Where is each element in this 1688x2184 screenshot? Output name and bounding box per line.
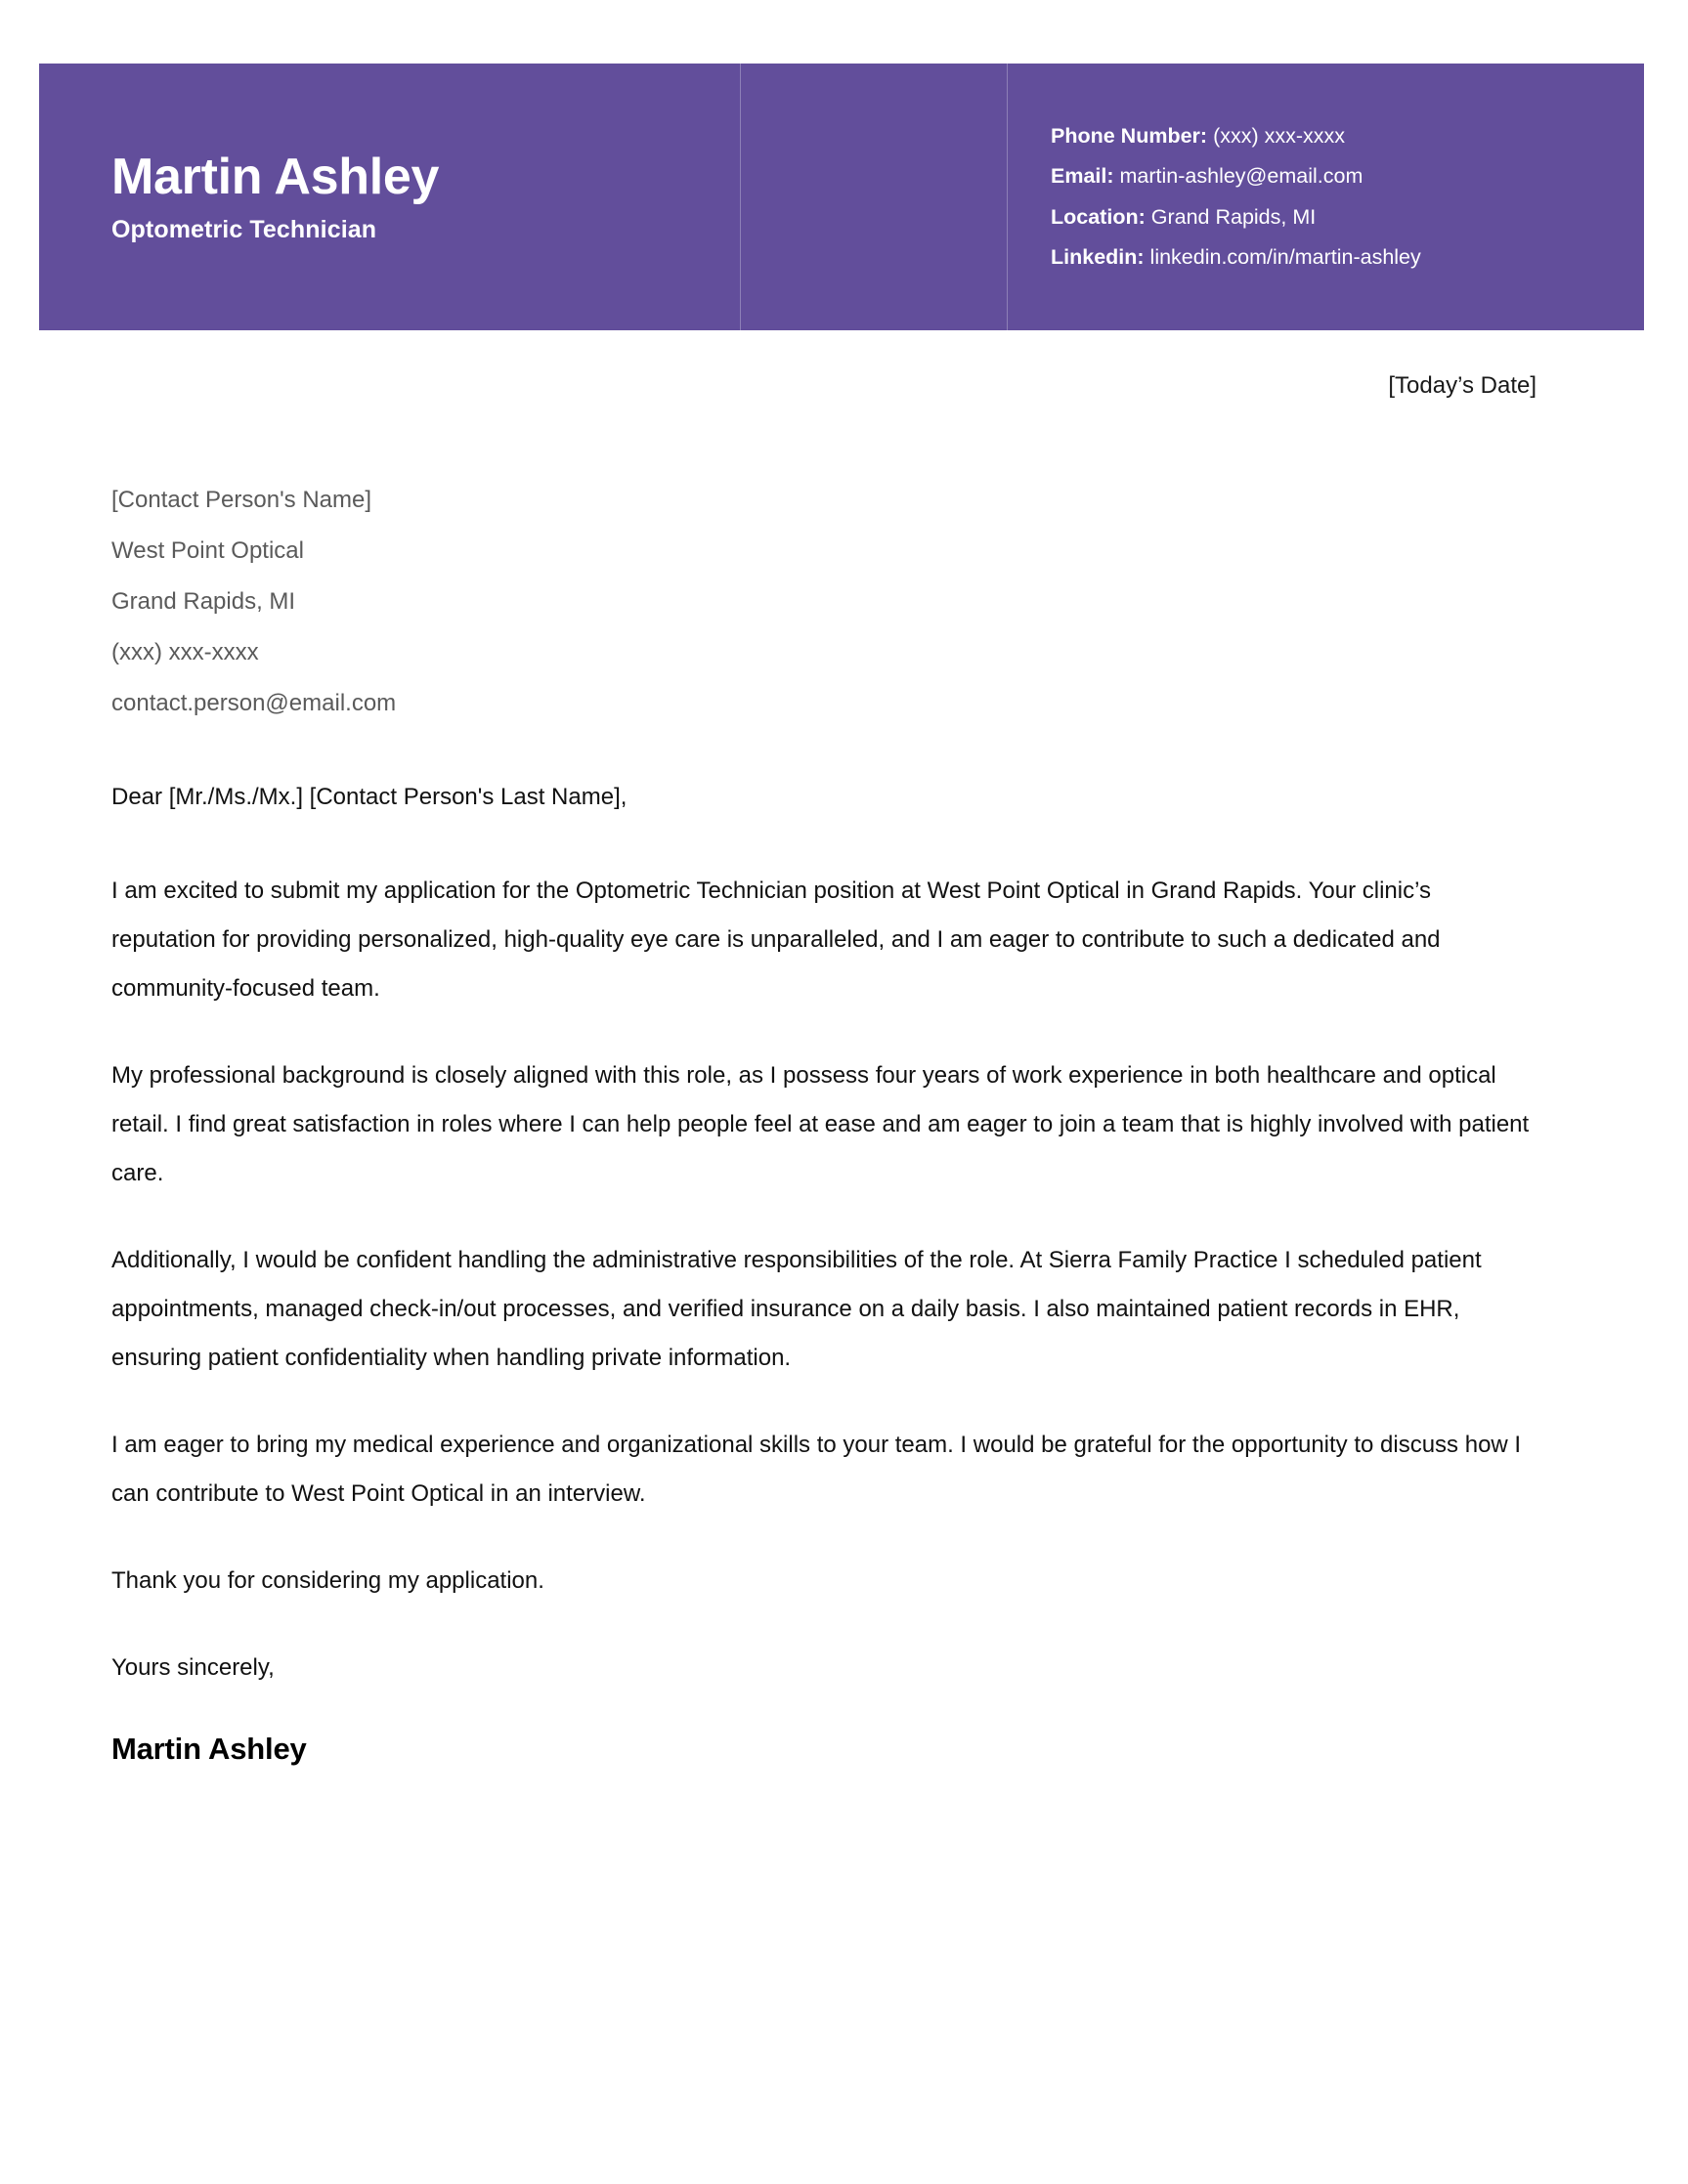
- letter-body: [111, 782, 1538, 1767]
- contact-phone: [1051, 123, 1644, 148]
- contact-location-label: Location:: [1051, 204, 1146, 229]
- recipient-line: (xxx) xxx-xxxx: [111, 639, 259, 665]
- candidate-name: Martin Ashley: [111, 149, 440, 206]
- recipient-line: Grand Rapids, MI: [111, 588, 296, 615]
- recipient-address-block: [111, 475, 991, 729]
- contact-phone-value: (xxx) xxx-xxxx: [1213, 123, 1346, 148]
- contact-linkedin-value[interactable]: linkedin.com/in/martin-ashley: [1149, 245, 1421, 269]
- letter-paragraph-2: My professional background is closely aligned with this role, as I possess four years of work experience in both healthcare and optical retail. I find great satisfaction in roles where I can help people feel at ease and am eager to join a team that is highly involved with patient care.: [111, 1062, 1530, 1187]
- header-spacer-column: [741, 64, 1007, 330]
- letter-paragraph-1: I am excited to submit my application for the Optometric Technician position at West Point Optical in Grand Rapids. Your clinic’s reputation for providing personalized, high-quality eye care is unparalleled, and I am eager to contribute to such a dedicated and community-focused team.: [111, 878, 1441, 1003]
- letterhead-header: [39, 64, 1644, 330]
- header-contact-block: [1008, 64, 1644, 330]
- contact-linkedin: [1051, 247, 1644, 269]
- letter-paragraph-4: I am eager to bring my medical experience and organizational skills to your team. I would be grateful for the opportunity to discuss how I can contribute to West Point Optical in an interview.: [111, 1432, 1522, 1508]
- contact-location: [1051, 204, 1644, 229]
- letter-paragraph-3: Additionally, I would be confident handling the administrative responsibilities of the role. At Sierra Family Practice I scheduled patient appointments, managed check-in/out processes, and verified insurance on a daily basis. I also maintained patient records in EHR, ensuring patient confidentiality when handling private information.: [111, 1247, 1482, 1372]
- letter-salutation: Dear [Mr./Ms./Mx.] [Contact Person's Last Name],: [111, 784, 628, 810]
- header-name-block: [39, 64, 740, 330]
- contact-email-label: Email:: [1051, 164, 1114, 188]
- contact-email: [1051, 166, 1644, 188]
- letter-sign-off: Yours sincerely,: [111, 1654, 275, 1682]
- contact-phone-label: Phone Number:: [1051, 123, 1208, 148]
- recipient-line: [Contact Person's Name]: [111, 487, 372, 513]
- recipient-line: contact.person@email.com: [111, 690, 397, 716]
- candidate-job-title: Optometric Technician: [111, 215, 377, 243]
- letter-date: [Today’s Date]: [1388, 372, 1537, 399]
- letter-signature-name: Martin Ashley: [111, 1732, 307, 1767]
- letter-thank-you: Thank you for considering my application.: [111, 1567, 544, 1595]
- contact-email-value[interactable]: martin-ashley@email.com: [1119, 164, 1363, 188]
- recipient-line: West Point Optical: [111, 537, 304, 564]
- contact-linkedin-label: Linkedin:: [1051, 245, 1145, 269]
- contact-location-value: Grand Rapids, MI: [1150, 204, 1317, 229]
